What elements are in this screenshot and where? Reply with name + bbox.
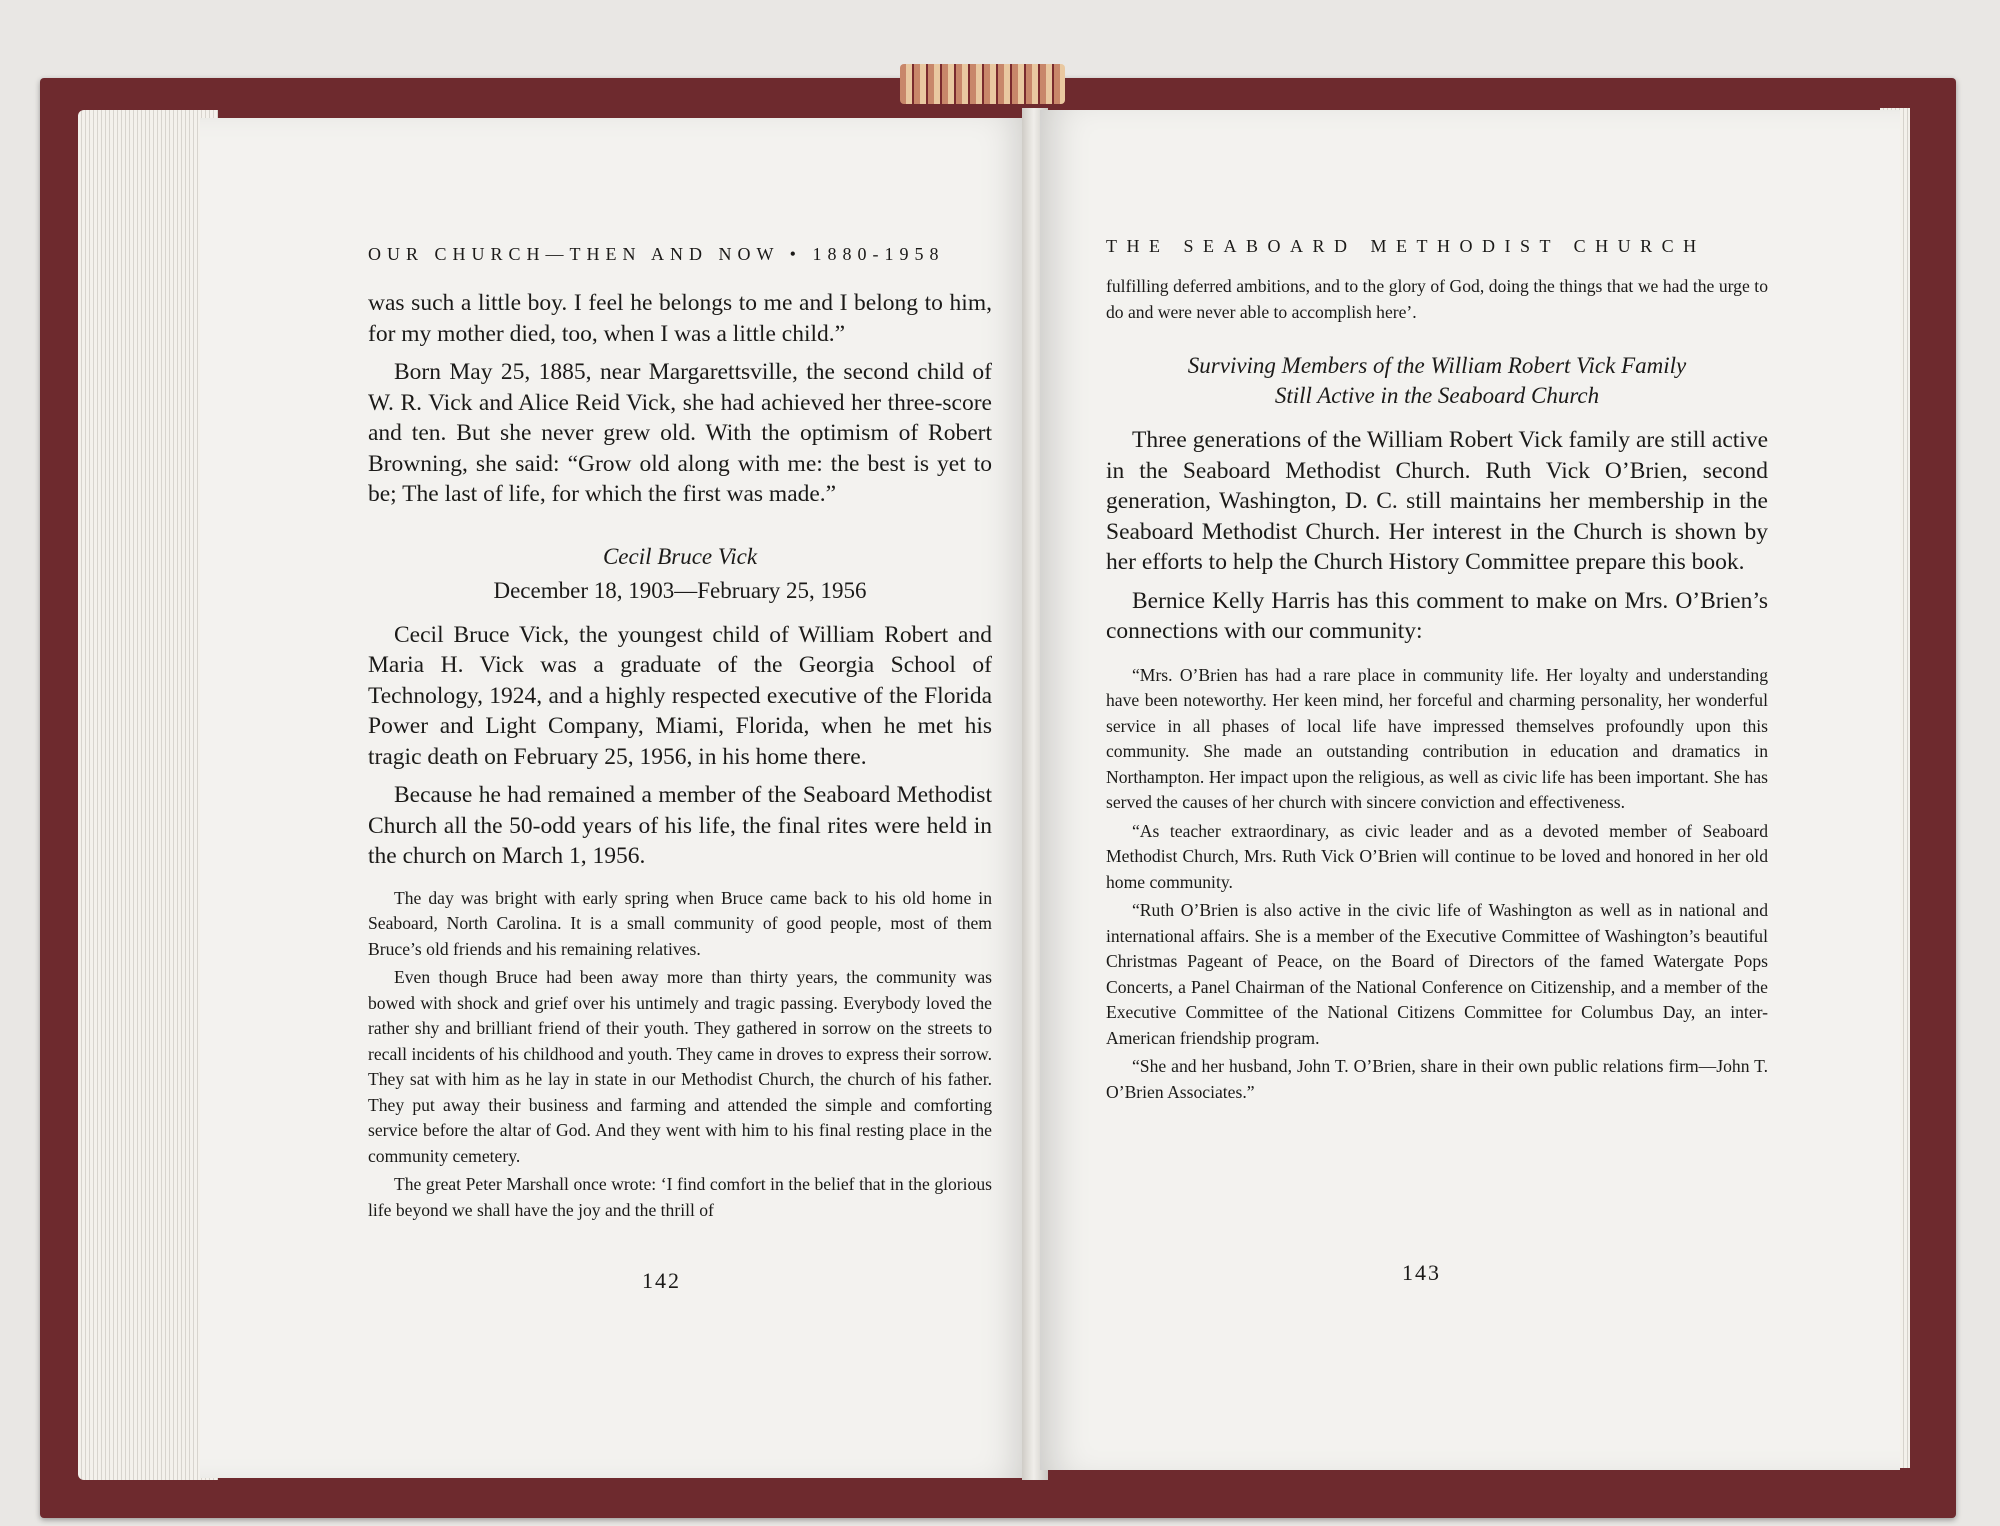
paragraph: fulfilling deferred ambitions, and to the glory of God, doing the things that we had the urge to do and were never able to accomplish here’. — [1106, 276, 1768, 322]
page-edges-left — [78, 110, 218, 1480]
running-head-left: OUR CHURCH—THEN AND NOW • 1880-1958 — [368, 244, 945, 264]
right-body — [1106, 274, 1768, 1105]
section-title-line2: Still Active in the Seaboard Church — [1274, 383, 1600, 408]
paragraph: Cecil Bruce Vick, the youngest child of William Robert and Maria H. Vick was a graduate of the Georgia School of Technology, 1924, and a highly respected executive of the Florida Power and Light Company, Miami, Florida, when he met his tragic death on February 25, 1956, in his home there. — [368, 621, 992, 770]
block-quote — [368, 886, 992, 1224]
paragraph: Three generations of the William Robert Vick family are still active in the Seaboard Methodist Church. Ruth Vick O’Brien, second generation, Washington, D. C. still maintains her membership in the Seaboard Methodist Church. Her interest in the Church is shown by her efforts to help the Church History Committee prepare this book. — [1106, 427, 1768, 575]
page-number-right: 143 — [1402, 1260, 1441, 1285]
left-page — [200, 118, 1030, 1478]
paragraph: was such a little boy. I feel he belongs to me and I belong to him, for my mother died, too, when I was a little child.” — [368, 290, 992, 347]
left-body — [368, 288, 992, 1223]
paragraph: Born May 25, 1885, near Margarettsville, the second child of W. R. Vick and Alice Reid Vick, she had achieved her three-score and ten. But she never grew old. With the optimism of Robert Browning, she said: “Grow old along with me: the best is yet to be; The last of life, for which the first was made.” — [368, 359, 992, 507]
quote-paragraph: The great Peter Marshall once wrote: ‘I find comfort in the belief that in the glorious life beyond we shall have the joy and the thrill of — [368, 1174, 992, 1220]
block-quote — [1106, 663, 1768, 1106]
quote-paragraph: “Mrs. O’Brien has had a rare place in community life. Her loyalty and understanding have been noteworthy. Her keen mind, her forceful and charming personality, her wonderful service in all phases of local life have impressed themselves profoundly upon this community. She made an outstanding contribution in education and dramatics in Northampton. Her impact upon the religious, as well as civic life has been important. She has served the causes of her church with sincere conviction and effectiveness. — [1106, 664, 1768, 812]
section-dates: December 18, 1903—February 25, 1956 — [493, 577, 867, 603]
quote-paragraph: “She and her husband, John T. O’Brien, share in their own public relations firm—John T. O’Brien Associates.” — [1106, 1056, 1768, 1102]
quote-paragraph: “As teacher extraordinary, as civic leader and as a devoted member of Seaboard Methodist Church, Mrs. Ruth Vick O’Brien will continue to be loved and honored in her old home community. — [1106, 820, 1768, 892]
quote-paragraph: The day was bright with early spring when Bruce came back to his old home in Seaboard, North Carolina. It is a small community of good people, most of them Bruce’s old friends and his remaining relatives. — [368, 887, 992, 959]
paragraph: Because he had remained a member of the Seaboard Methodist Church all the 50-odd years of his life, the final rites were held in the church on March 1, 1956. — [368, 782, 992, 869]
headband — [900, 64, 1065, 104]
right-page — [1040, 110, 1900, 1470]
section-title-line1: Surviving Members of the William Robert Vick Family — [1187, 353, 1687, 378]
running-head-right: THE SEABOARD METHODIST CHURCH — [1106, 236, 1706, 256]
page-number-left: 142 — [642, 1268, 681, 1293]
paragraph: Bernice Kelly Harris has this comment to make on Mrs. O’Brien’s connections with our community: — [1106, 587, 1768, 644]
section-title: Cecil Bruce Vick — [602, 543, 758, 569]
quote-paragraph: “Ruth O’Brien is also active in the civic life of Washington as well as in national and international affairs. She is a member of the Executive Committee of Washington’s beautiful Christmas Pageant of Peace, on the Board of Directors of the famed Watergate Pops Concerts, a Panel Chairman of the National Conference on Citizenship, and a member of the Executive Committee of the National Citizens Committee for Columbus Day, an inter-American friendship program. — [1106, 900, 1768, 1048]
quote-paragraph: Even though Bruce had been away more than thirty years, the community was bowed with shock and grief over his untimely and tragic passing. Everybody loved the rather shy and brilliant friend of their youth. They gathered in sorrow on the streets to recall incidents of his childhood and youth. They came in droves to express their sorrow. They sat with him as he lay in state in our Methodist Church, the church of his father. They put away their business and farming and attended the simple and comforting service before the altar of God. And they went with him to his final resting place in the community cemetery. — [368, 967, 992, 1166]
